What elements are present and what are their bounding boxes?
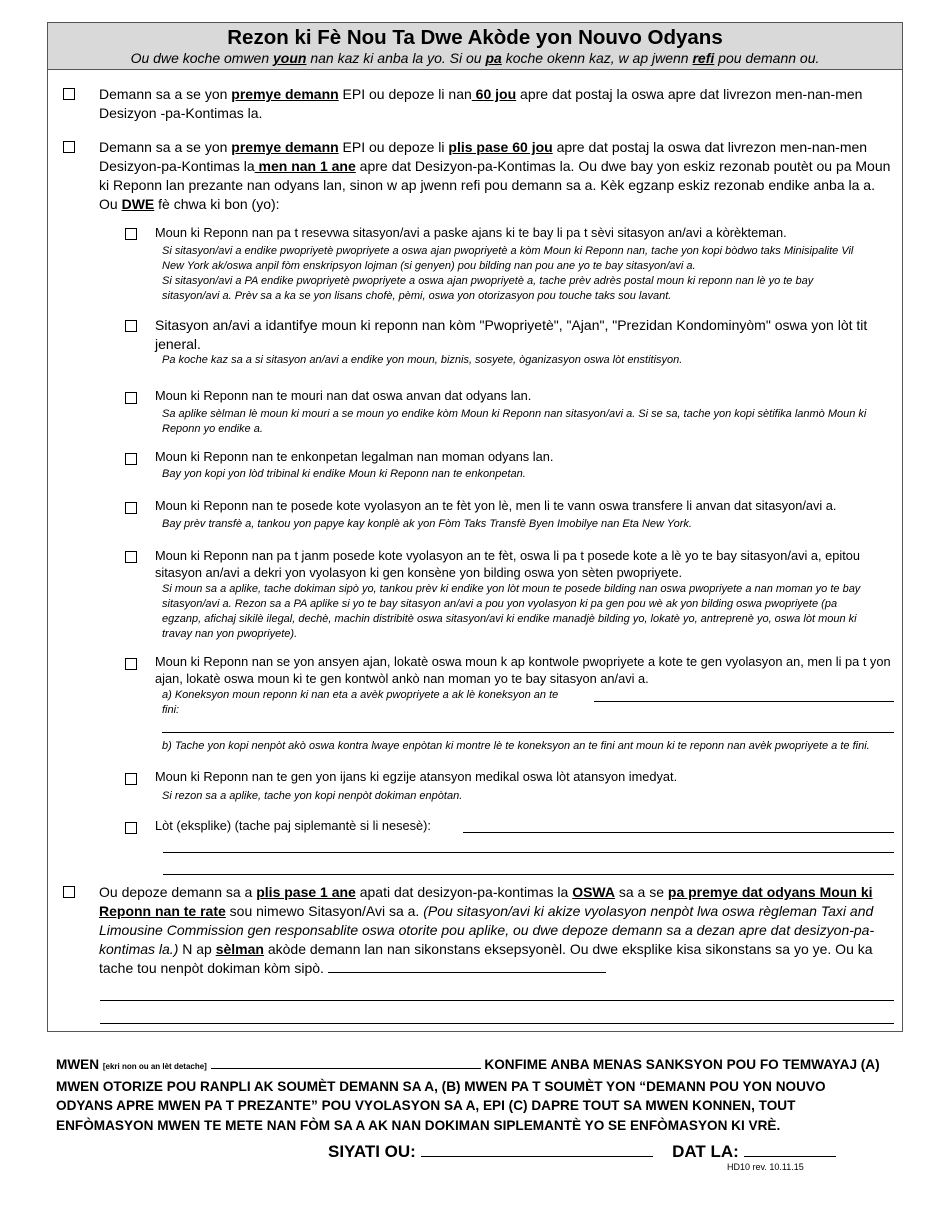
signature-label: SIYATI OU: xyxy=(328,1142,416,1161)
option3-line2[interactable] xyxy=(100,1023,894,1024)
option2-text: Demann sa a se yon premye demann EPI ou depoze li plis pase 60 jou apre dat postaj la oswa dat livrezon men-nan-men Desizyon-pa-Kontimas la men nan 1 ane apre dat Desizyon-pa-Kontimas la. Ou dwe bay yon eskiz rezonab poutèt ou pa Moun ki Reponn lan prezante nan odyans lan, sinon w ap jwenn refi pou demann sa a. Kèk egzanp eskiz rezonab endike anba la a. Ou DWE fè chwa ki bon (yo): xyxy=(99,139,891,212)
reason7-a-line1[interactable] xyxy=(594,701,894,702)
certification-statement: MWEN [ekri non ou an lèt detache] KONFIME ANBA MENAS SANKSYON POU FO TEMWAYAJ (A) MWEN OTORIZE POU RANPLI AK SOUMÈT DEMANN SA A, (B) MWEN PA T SOUMÈT YON “DEMANN POU YON NOUVO ODYANS APRE MWEN PA T PREZANTE” POU VYOLASYON SA A, EPI (C) DAPRE TOUT SA MWEN KONNEN, TOUT ENFÒMASYON MWEN TE METE NAN FÒM SA A AK NAN DOKIMAN SIPLEMANTÈ YO SE ENFÒMASYON KI VRÈ. xyxy=(56,1057,880,1133)
option3-inline-line[interactable] xyxy=(328,961,606,973)
reason9-text: Lòt (eksplike) (tache paj siplemantè si li nesesè): xyxy=(155,818,431,833)
reason9-line3[interactable] xyxy=(163,874,894,875)
reason1-note: Si sitasyon/avi a endike pwopriyetè pwopriyete a oswa ajan pwopriyetè a kòm Moun ki Reponn nan, tache yon kopi bòdwo taks Minisipalite Vil New York ak/oswa anpil fòm enskripsyon lojman (si genyen) pou bilding nan pou ane yo te bay sitasyon/avi a. Si sitasyon/avi a PA endike pwopriyetè pwopriyete a oswa ajan pwopriyetè a, tache prèv adrès postal moun ki reponn nan lè yo te bay sitasyon/avi a. Prèv sa a ka se yon lisans chofè, pèmi, oswa yon otorizasyon pou touche taks sou lavant. xyxy=(162,245,854,302)
reason7-a-label: a) Koneksyon moun reponn ki nan eta a avèk pwopriyete a ak lè koneksyon an te fini: xyxy=(162,689,559,716)
name-field[interactable] xyxy=(211,1055,481,1069)
option3-checkbox[interactable] xyxy=(63,886,75,898)
reason5-checkbox[interactable] xyxy=(125,502,137,514)
reason7-a-line2[interactable] xyxy=(162,732,894,733)
reason6-note: Si moun sa a aplike, tache dokiman sipò yo, tankou prèv ki endike yon lòt moun te posede bilding nan oswa pwopriyete a nan moman yo te bay sitasyon/avi a. Rezon sa a PA aplike si yo te bay sitasyon an/avi a pou yon vyolasyon ki pa gen pou wè ak yon bilding oswa pwopriyete (pa egzanp, afichaj sikilè ilegal, dechè, machin distribitè oswa sitasyon/avi ki endike manadjè bilding yo, lokatè yo, antreprenè yo, oswa lòt moun ki travay nan yon pwopriyete). xyxy=(162,583,861,640)
reason7-checkbox[interactable] xyxy=(125,658,137,670)
form-instructions: Ou dwe koche omwen youn nan kaz ki anba la yo. Si ou pa koche okenn kaz, w ap jwenn refi pou demann ou. xyxy=(130,50,820,66)
option3-line1[interactable] xyxy=(100,1000,894,1001)
option2-checkbox[interactable] xyxy=(63,141,75,153)
reason9-checkbox[interactable] xyxy=(125,822,137,834)
form-revision: HD10 rev. 10.11.15 xyxy=(727,1162,804,1172)
reason3-note: Sa aplike sèlman lè moun ki mouri a se moun yo endike kòm Moun ki Reponn nan sitasyon/avi a. Si se sa, tache yon kopi sètifika lanmò Moun ki Reponn yo endike a. xyxy=(162,408,867,435)
reason3-checkbox[interactable] xyxy=(125,392,137,404)
reason8-checkbox[interactable] xyxy=(125,773,137,785)
reason3-text: Moun ki Reponn nan te mouri nan dat oswa anvan dat odyans lan. xyxy=(155,388,532,403)
reason4-note: Bay yon kopi yon lòd tribinal ki endike Moun ki Reponn nan te enkonpetan. xyxy=(162,468,526,480)
option1-text: Demann sa a se yon premye demann EPI ou depoze li nan 60 jou apre dat postaj la oswa apre dat livrezon men-nan-men Desizyon -pa-Kontimas la. xyxy=(99,86,863,121)
reason5-note: Bay prèv transfè a, tankou yon papye kay konplè ak yon Fòm Taks Transfè Byen Imobilye nan Eta New York. xyxy=(162,518,692,530)
signature-row xyxy=(328,1139,836,1162)
form-header xyxy=(48,23,902,70)
reason5-text: Moun ki Reponn nan te posede kote vyolasyon an te fèt yon lè, men li te vann oswa transfere li anvan dat sitasyon/avi a. xyxy=(155,498,837,513)
reason8-note: Si rezon sa a aplike, tache yon kopi nenpòt dokiman enpòtan. xyxy=(162,790,463,802)
reason4-text: Moun ki Reponn nan te enkonpetan legalman nan moman odyans lan. xyxy=(155,449,554,464)
reason1-text: Moun ki Reponn nan pa t resevwa sitasyon/avi a paske ajans ki te bay li pa t sèvi sitasyon an/avi a kòrèkteman. xyxy=(155,225,787,240)
reason9-line2[interactable] xyxy=(163,852,894,853)
reason7-b-text: b) Tache yon kopi nenpòt akò oswa kontra lwaye enpòtan ki montre lè te koneksyon an te fini ant moun ki te reponn nan avèk pwopriyete a te fini. xyxy=(162,740,870,752)
form-title: Rezon ki Fè Nou Ta Dwe Akòde yon Nouvo Odyans xyxy=(227,26,723,49)
option1-checkbox[interactable] xyxy=(63,88,75,100)
reason6-checkbox[interactable] xyxy=(125,551,137,563)
reason1-checkbox[interactable] xyxy=(125,228,137,240)
reason6-text: Moun ki Reponn nan pa t janm posede kote vyolasyon an te fèt, oswa li pa t posede kote a lè yo te bay sitasyon/avi a, epitou sitasyon an/avi a dekri yon vyolasyon ki gen konsène yon bilding oswa yon sèten pwopriyete. xyxy=(155,548,860,580)
reason2-note: Pa koche kaz sa a si sitasyon an/avi a endike yon moun, biznis, sosyete, òganizasyon oswa lòt enstitisyon. xyxy=(162,354,683,366)
reason7-text: Moun ki Reponn nan se yon ansyen ajan, lokatè oswa moun k ap kontwole pwopriyete a kote te gen vyolasyon an, men li pa t yon ajan, lokatè oswa moun ki te gen kontwòl ankò nan moman yo te bay sitasyon an/avi a. xyxy=(155,654,891,686)
reason8-text: Moun ki Reponn nan te gen yon ijans ki egzije atansyon medikal oswa lòt atansyon imedyat. xyxy=(155,769,678,784)
signature-field[interactable] xyxy=(421,1139,653,1157)
reason9-line1[interactable] xyxy=(463,832,894,833)
reason2-text: Sitasyon an/avi a idantifye moun ki reponn nan kòm "Pwopriyetè", "Ajan", "Prezidan Kondominyòm" oswa yon lòt tit jeneral. xyxy=(155,317,868,352)
reason2-checkbox[interactable] xyxy=(125,320,137,332)
date-field[interactable] xyxy=(744,1139,836,1157)
reason4-checkbox[interactable] xyxy=(125,453,137,465)
option3-text: Ou depoze demann sa a plis pase 1 ane apati dat desizyon-pa-kontimas la OSWA sa a se pa premye dat odyans Moun ki Reponn nan te rate sou nimewo Sitasyon/Avi sa a. (Pou sitasyon/avi ki akize vyolasyon nenpòt lwa oswa règleman Taxi and Limousine Commission gen responsablite oswa otorite pou aplike, ou dwe depoze demann sa a dezan apre dat desizyon-pa-kontimas la.) N ap sèlman akòde demann lan nan sikonstans eksepsyonèl. Ou dwe eksplike kisa sikonstans sa yo ye. Ou ka tache tou nenpòt dokiman kòm sipò. xyxy=(99,884,875,976)
date-label: DAT LA: xyxy=(672,1142,739,1161)
